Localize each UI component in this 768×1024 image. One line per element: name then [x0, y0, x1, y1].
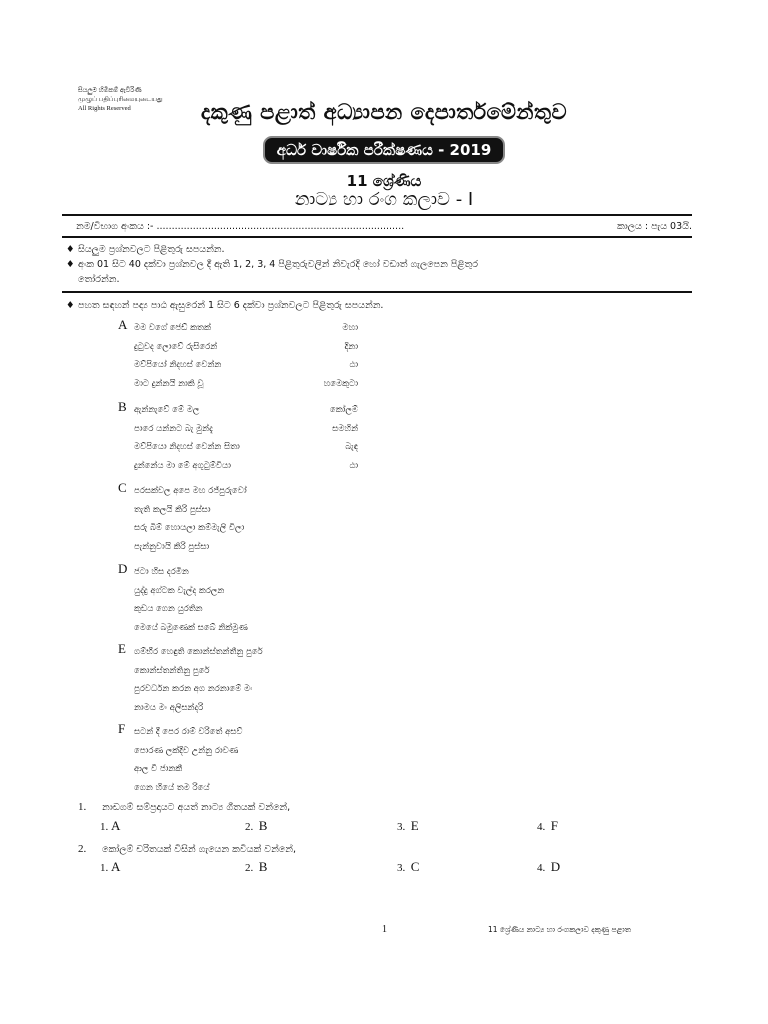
- poem-line: පුරවර්ධන කරන අග නරනාමේ මං: [134, 684, 253, 694]
- name-dots: ..................................................................................: [156, 221, 405, 232]
- question-2: [78, 843, 296, 855]
- poem-line: කොන්ස්තන්තිනු පුරේ: [134, 665, 210, 676]
- page-number: 1: [382, 924, 387, 935]
- option-1[interactable]: 1. A: [100, 818, 121, 833]
- copyright-english: All Rights Reserved: [78, 105, 131, 112]
- diamond-bullet-icon: ♦: [66, 244, 75, 255]
- instruction-2-cont: තෝරන්න.: [78, 274, 120, 285]
- instruction-1: සියලුම ප්‍රශ්නවලට පිළිතුරු සපයන්න.: [78, 244, 225, 255]
- poem-line: ආල වී ජානකී: [134, 764, 183, 774]
- divider-info: [62, 236, 692, 238]
- poem-d: [118, 563, 398, 637]
- poem-line: පොරණ ලක්දිව උන්නු රාවණ: [134, 745, 239, 756]
- option-4[interactable]: 4. F: [537, 818, 558, 833]
- question-number: 1.: [78, 801, 87, 813]
- poem-line: නාමය මං අලිසන්දරි: [134, 702, 204, 713]
- poem-letter: F: [118, 721, 126, 736]
- poem-c: [118, 482, 398, 556]
- exam-banner-wrap: [0, 136, 768, 164]
- poem-line: මෙයේ බමුණෙක් සබේ නික්මුණ: [134, 622, 248, 633]
- question-text: කෝලම් චරිතයක් විසින් ගැයෙන කවියක් වන්නේ,: [102, 844, 296, 855]
- option-2[interactable]: 2. B: [245, 859, 268, 874]
- poem-line: සරු බිම් හොයලා කම්මැලි විලා: [134, 523, 245, 533]
- poem-line: ජටා හිස දරමින: [134, 567, 189, 577]
- divider-instructions: [62, 291, 692, 293]
- section-instruction: [66, 298, 686, 313]
- poem-letter: B: [118, 399, 127, 414]
- section-instruction-text: පහත සඳහන් පද්‍ය පාඨ ඇසුරෙන් 1 සිට 6 දක්වා ප්‍රශ්නවලට පිළිතුරු සපයන්න.: [78, 300, 384, 311]
- diamond-bullet-icon: ♦: [66, 300, 75, 311]
- poem-line: තැති කලයි කිරි පුස්සා: [134, 504, 211, 515]
- poem-letter: A: [118, 317, 128, 332]
- poem-b: [118, 401, 398, 475]
- poem-line: යුද්දු අග්ටක වැල්ද කරලන: [134, 585, 225, 596]
- instruction-2: අංක 01 සිට 40 දක්වා ප්‍රශ්නවල දී ඇති 1, 2, 3, 4 පිළිතුරුවලින් නිවැරදි හෝ වඩාත් ගැලපෙන පිළිතුර: [78, 259, 478, 270]
- poem-letter: E: [118, 641, 126, 656]
- poem-line: මම වගේ ජෙඩ් කතක් මහා: [134, 323, 358, 333]
- poem-line: කුඩය ගෙන යුරතින: [134, 604, 203, 614]
- question-number: 2.: [78, 843, 87, 855]
- poem-line: ගෙන හියේ තම රියේ: [134, 782, 210, 793]
- poem-line: මාට දුන්නයි නාකි වූ හමෙකුටා: [134, 378, 358, 389]
- poem-f: [118, 723, 398, 797]
- option-4[interactable]: 4. D: [537, 859, 561, 874]
- copyright-sinhala: සියලුම හිමිකම් ඇවිරිණි: [78, 87, 142, 94]
- time-allowed: කාලය : පැය 03යි.: [616, 221, 692, 232]
- grade-label: 11 ශ්‍රේණිය: [346, 172, 422, 190]
- question-1: [78, 801, 290, 813]
- option-1[interactable]: 1. A: [100, 859, 121, 874]
- diamond-bullet-icon: ♦: [66, 259, 75, 270]
- name-row: [76, 221, 404, 232]
- poem-line: ඇන්නැවේ මේ මල කෝලම්: [134, 405, 358, 415]
- poem-line: සටන් දී පෙර රාම් වරිතේ අසව්: [134, 727, 243, 737]
- poem-a: [118, 319, 398, 393]
- poem-letter: D: [118, 561, 128, 576]
- poem-line: දුන්නේය මා මේ අගුටුම්වියා ඨා: [134, 460, 358, 471]
- exam-banner: අර්ධ වාර්ෂික පරීක්ෂණය - 2019: [263, 136, 506, 164]
- subject-title: නාට්‍ය හා රංග කලාව - I: [294, 189, 474, 210]
- footer-meta: 11 ශ්‍රේණිය නාට්‍ය හා රංගකලාව දකුණු පළාත: [488, 925, 631, 934]
- poem-line: පරසක්වල අපෙ මහ රජ්පුරුවෝ: [134, 486, 247, 496]
- poem-line: පැන්නුවායි කිරි පුස්සා: [134, 541, 210, 552]
- poem-line: ගම්භීර හෙඳුති කොන්ස්තන්තීනු පුරේ: [134, 647, 263, 657]
- general-instructions: [66, 242, 686, 287]
- department-title: දකුණු පළාත් අධ්‍යාපන දෙපාර්තමේන්තුව: [200, 100, 568, 124]
- name-label: නම/විභාග අංකය :-: [76, 221, 154, 232]
- option-2[interactable]: 2. B: [245, 818, 268, 833]
- divider-top: [62, 214, 692, 216]
- poem-line: පාරෙ යන්නට බැ මුන්දැ සමහින්: [134, 423, 358, 434]
- option-3[interactable]: 3. E: [397, 818, 419, 833]
- poem-line: දුටුවද ලොවේ රුසිරෙන් දිනා: [134, 341, 358, 352]
- poem-line: මව්පියො නිදහස් වෙන්න සිතා බැඳ: [134, 442, 358, 452]
- poem-letter: C: [118, 480, 127, 495]
- copyright-tamil: முழுப் பதிப்புரிமையுடையது: [78, 96, 163, 103]
- question-text: නාඩගම් සම්ප්‍රදායට අයත් නාට්‍ය ගීතයක් වන්නේ,: [102, 802, 291, 813]
- poem-e: [118, 643, 398, 717]
- poem-line: මව්පියෝ නිදහස් වෙන්න ඨා: [134, 360, 358, 370]
- option-3[interactable]: 3. C: [397, 859, 420, 874]
